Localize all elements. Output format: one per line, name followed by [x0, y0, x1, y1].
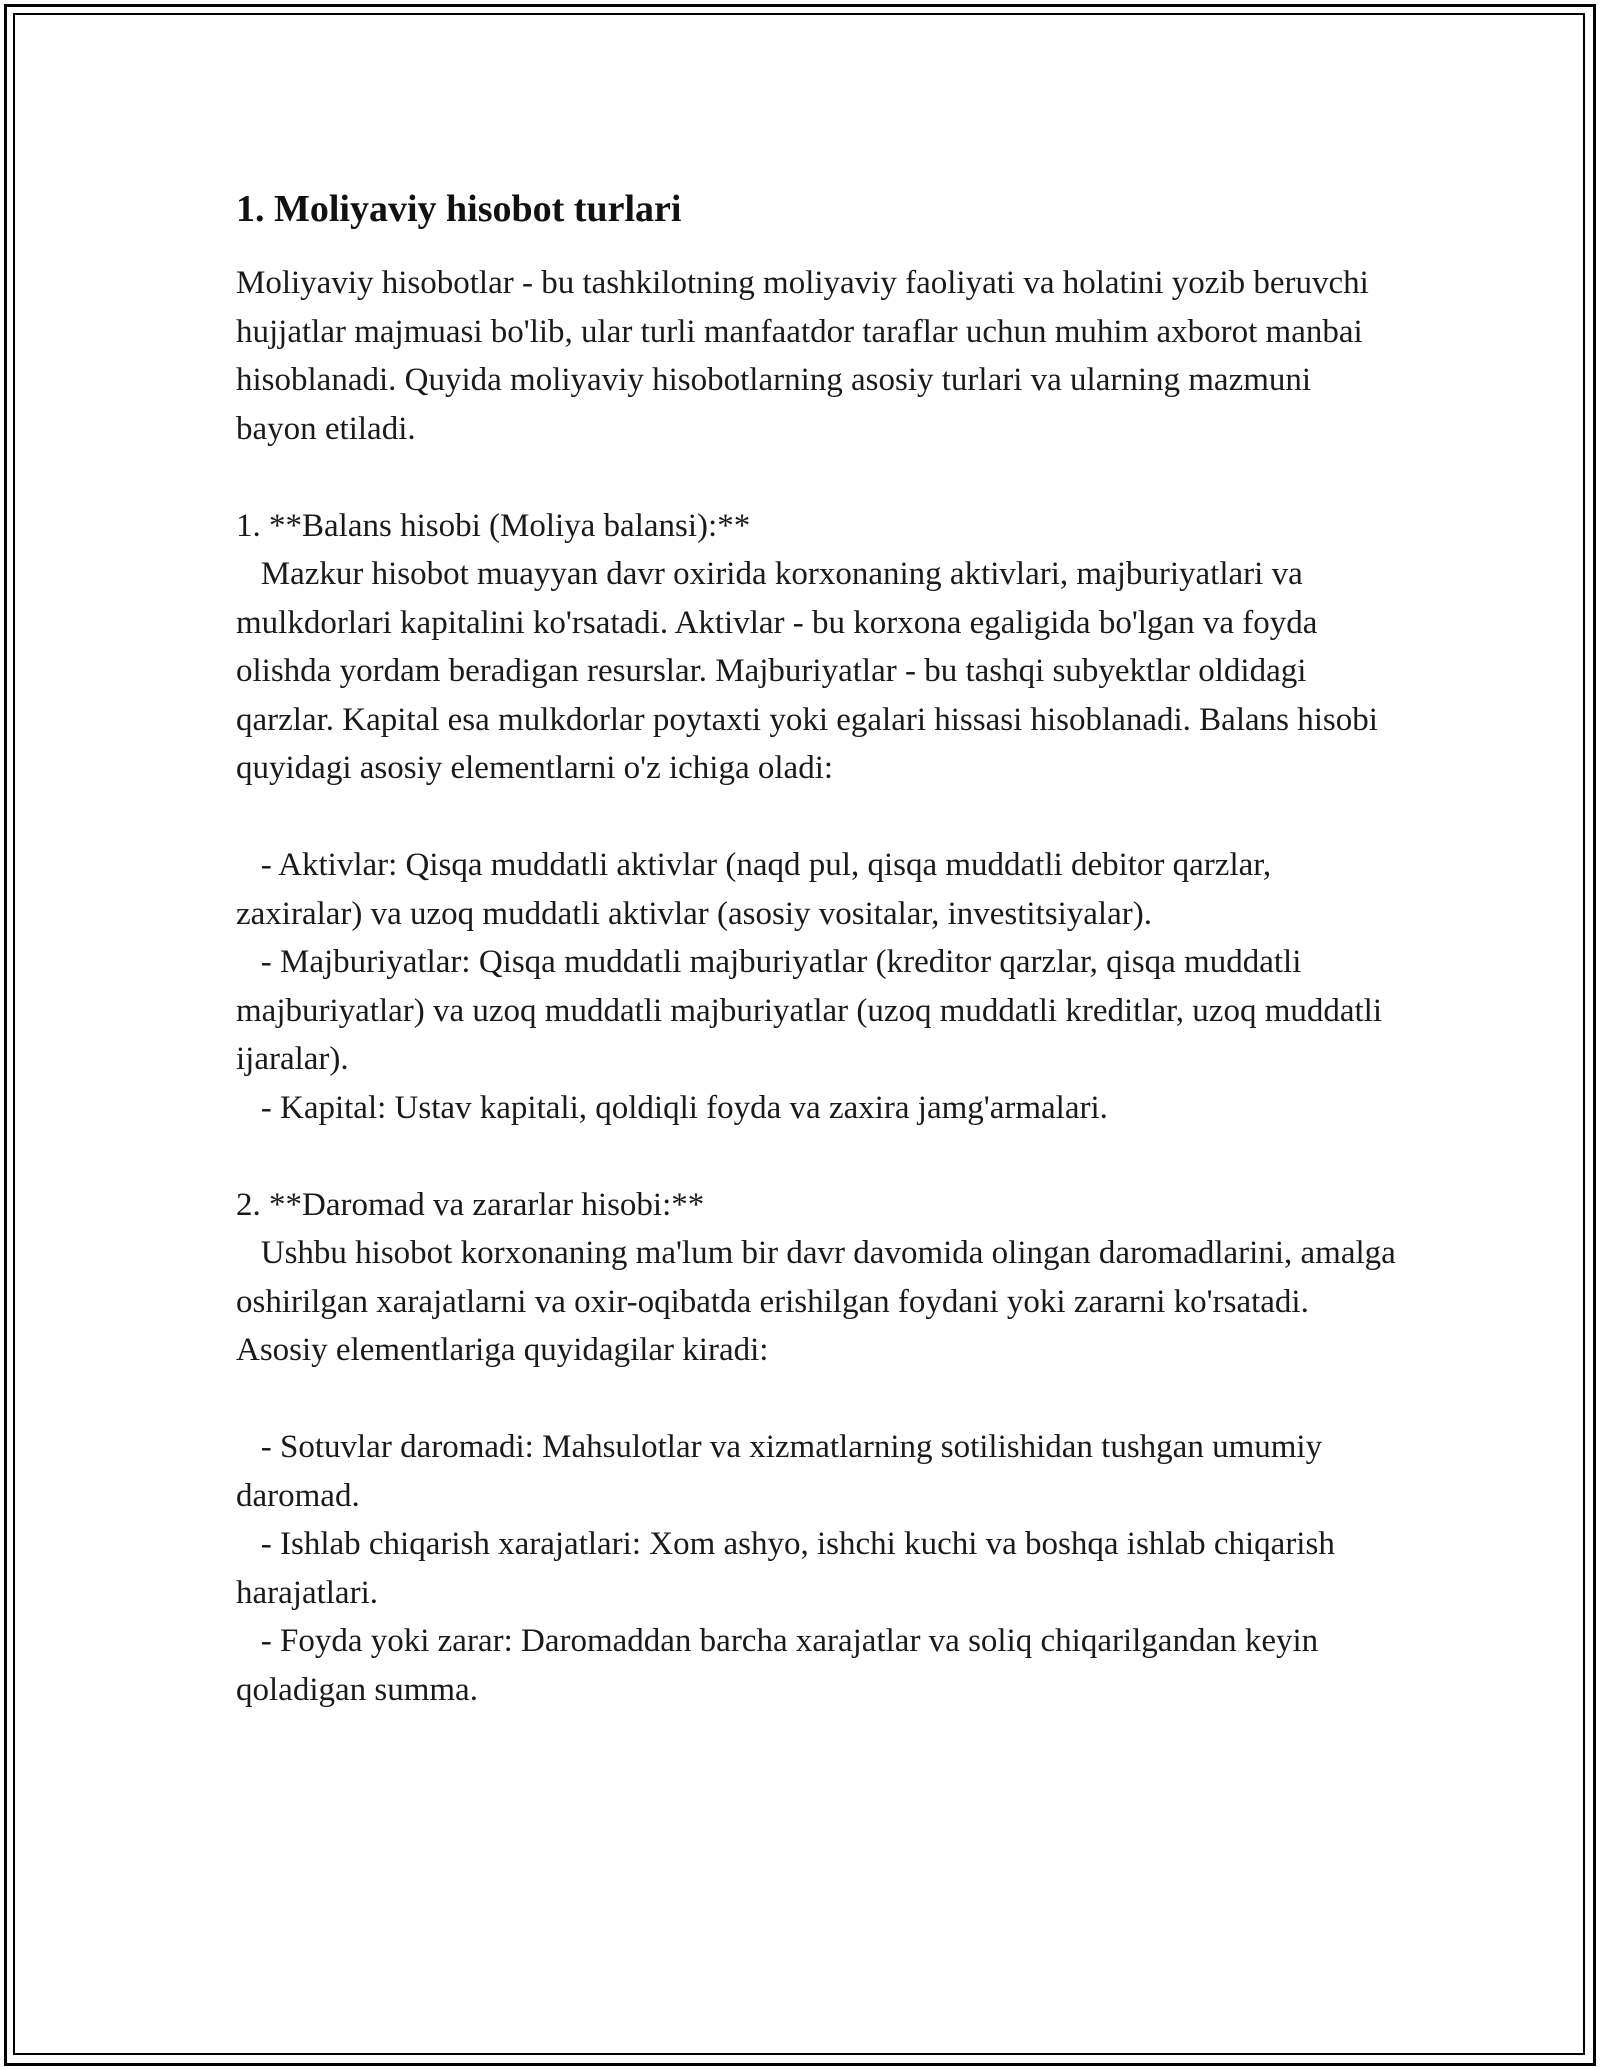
income-statement-elements-list: - Sotuvlar daromadi: Mahsulotlar va xizmatlarning sotilishidan tushgan umumiy daromad. - Ishlab chiqarish xarajatlari: Xom ashyo, ishchi kuchi va boshqa ishlab chiqarish harajatlari. - Foyda yoki zarar: Daromaddan barcha xarajatlar va soliq chiqarilgandan keyin qoladigan summa.: [236, 1429, 1335, 1708]
intro-paragraph: Moliyaviy hisobotlar - bu tashkilotning moliyaviy faoliyati va holatini yozib beruvchi hujjatlar majmuasi bo'lib, ular turli manfaatdor taraflar uchun muhim axborot manbai hisoblanadi. Quyida moliyaviy hisobotlarning asosiy turlari va ularning mazmuni bayon etiladi.: [236, 265, 1378, 447]
blank-line: [236, 1132, 1396, 1181]
balance-sheet-paragraph: 1. **Balans hisobi (Moliya balansi):** Mazkur hisobot muayyan davr oxirida korxonaning aktivlari, majburiyatlari va mulkdorlari kapitalini ko'rsatadi. Aktivlar - bu korxona egaligida bo'lgan va foyda olishda yordam beradigan resurslar. Majburiyatlar - bu tashqi subyektlar oldidagi qarzlar. Kapital esa mulkdorlar poytaxti yoki egalari hissasi hisoblanadi. Balans hisobi quyidagi asosiy elementlarni o'z ichiga oladi:: [236, 507, 1378, 786]
income-statement-paragraph: 2. **Daromad va zararlar hisobi:** Ushbu hisobot korxonaning ma'lum bir davr davomida olingan daromadlarini, amalga oshirilgan xarajatlarni va oxir-oqibatda erishilgan foydani yoki zararni ko'rsatadi. Asosiy elementlariga quyidagilar kiradi:: [236, 1186, 1396, 1368]
document-body: [236, 185, 1396, 1714]
blank-line: [236, 453, 1396, 502]
blank-line: [236, 793, 1396, 842]
section-heading: 1. Moliyaviy hisobot turlari: [236, 188, 682, 230]
blank-line: [236, 1375, 1396, 1424]
balance-sheet-elements-list: - Aktivlar: Qisqa muddatli aktivlar (naqd pul, qisqa muddatli debitor qarzlar, zaxiralar) va uzoq muddatli aktivlar (asosiy vositalar, investitsiyalar). - Majburiyatlar: Qisqa muddatli majburiyatlar (kreditor qarzlar, qisqa muddatli majburiyatlar) va uzoq muddatli majburiyatlar (uzoq muddatli kreditlar, uzoq muddatli ijaralar). - Kapital: Ustav kapitali, qoldiqli foyda va zaxira jamg'armalari.: [236, 847, 1383, 1126]
